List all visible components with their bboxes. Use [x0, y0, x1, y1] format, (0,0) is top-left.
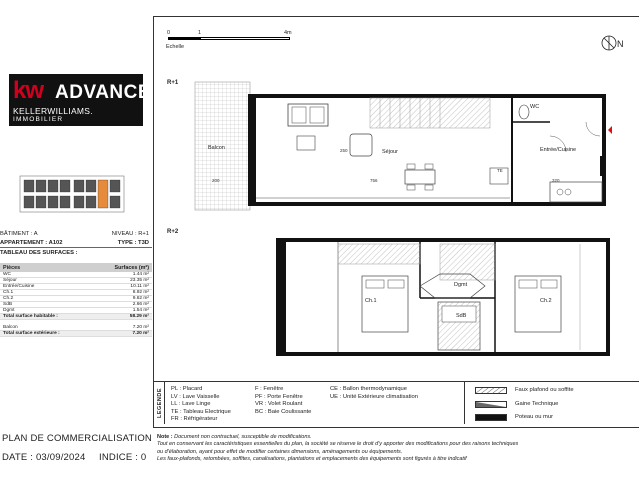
col-pieces: Pièces — [3, 264, 21, 271]
note-line-3: ou d'élaboration, ayant pour effet de modifier certaines dimensions, aménagements ou équipements. — [157, 448, 403, 455]
total-exterieure-row: Total surface extérieure : 7.20 m² — [0, 331, 152, 337]
dim-756: 756 — [370, 178, 378, 183]
svg-text:N: N — [617, 39, 624, 49]
note-line-2: Tout en conservant les caractéristiques essentielles du plan, la société se réserve le droit d'y apporter des modifications pour des raisons techniques — [157, 441, 519, 448]
logo-advance: ADVANCE — [55, 82, 152, 103]
apartment-info — [0, 229, 152, 257]
level-r2-label: R+2 — [167, 229, 179, 235]
legend — [153, 381, 639, 423]
balcon-row: Balcon 7.20 m² — [0, 325, 152, 331]
document-title: PLAN DE COMMERCIALISATION — [2, 433, 152, 444]
room-dgmt: Dgmt — [454, 282, 468, 288]
north-arrow-icon — [600, 32, 626, 54]
table-row: Ch.2 9.62 m² — [0, 296, 152, 302]
total-habitable-row: Total surface habitable : 58.29 m² — [0, 314, 152, 320]
gaine-technique-label: Gaine Technique — [515, 401, 559, 407]
table-row: SdB 2.66 m² — [0, 302, 152, 308]
poteau-label: Poteau ou mur — [515, 414, 554, 420]
scale-label: Echelle — [166, 44, 185, 50]
type: TYPE : T3D — [117, 239, 149, 246]
room-entree: Entrée/Cuisine — [540, 147, 577, 153]
batiment: BÂTIMENT : A — [0, 230, 38, 237]
appartement: APPARTEMENT : A102 — [0, 239, 63, 246]
disclaimer-note — [157, 434, 637, 464]
logo-kw: kw — [13, 77, 44, 104]
legend-col-2: F : Fenêtre PF : Porte Fenêtre VR : Volet Roulant BC : Baie Coulissante — [255, 386, 312, 415]
logo-kellerwilliams: KELLERWILLIAMS. — [13, 106, 93, 116]
dim-320: 320 — [552, 178, 560, 183]
logo-immobilier: IMMOBILIER — [13, 116, 64, 123]
poteau-symbol — [475, 414, 507, 421]
dim-250: 250 — [340, 148, 348, 153]
table-row: Entrée/Cuisine 10.11 m² — [0, 284, 152, 290]
faux-plafond-label: Faux plafond ou soffite — [515, 387, 574, 393]
room-ch1: Ch.1 — [365, 298, 377, 304]
document-date: DATE : 03/09/2024 — [2, 452, 86, 463]
gaine-technique-symbol — [475, 401, 507, 408]
niveau: NIVEAU : R+1 — [111, 230, 149, 237]
col-surfaces: Surfaces (m²) — [114, 264, 149, 271]
table-row: Ch.1 8.92 m² — [0, 290, 152, 296]
table-row: Séjour 23.35 m² — [0, 278, 152, 284]
surface-table — [0, 263, 152, 337]
tableau-title: TABLEAU DES SURFACES : — [0, 249, 78, 256]
room-balcon: Balcon — [208, 145, 225, 151]
scale-zero: 0 — [167, 30, 171, 36]
document-index: INDICE : 0 — [99, 452, 147, 463]
dim-200: 200 — [212, 178, 220, 183]
scale-four: 4m — [284, 30, 292, 36]
note-line-4: Les faux-plafonds, retombées, soffites, canalisations, plantations et emplacements des équipements sont figurés à titre indicatif — [157, 456, 467, 463]
level-r1-label: R+1 — [167, 80, 179, 86]
building-minimap — [18, 172, 126, 216]
legend-col-1: PL : Placard LV : Lave Vaisselle LL : Lave Linge TE : Tableau Electrique FR : Réfrigérateur — [171, 386, 231, 423]
scale-one: 1 — [198, 30, 202, 36]
faux-plafond-symbol — [475, 387, 507, 394]
room-sdb: SdB — [456, 313, 467, 319]
scale-bar — [166, 30, 296, 54]
brand-logo — [9, 74, 152, 126]
note-label: Note : — [157, 434, 173, 440]
room-wc: WC — [530, 104, 540, 110]
floorplan-r1 — [190, 76, 620, 212]
table-row: WC 1.44 m² — [0, 272, 152, 278]
floorplan-r2 — [270, 236, 615, 356]
note-line-1: Document non contractuel, susceptible de modifications. — [174, 434, 312, 440]
room-sejour: Séjour — [382, 149, 398, 155]
legend-tag: LEGENDE — [153, 382, 165, 424]
legend-col-3: CE : Ballon thermodynamique UE : Unité Extérieure climatisation — [330, 386, 418, 400]
table-row: Dgmt 1.54 m² — [0, 308, 152, 314]
surface-table-header — [0, 263, 152, 272]
dim-te: TE — [497, 168, 503, 173]
room-ch2: Ch.2 — [540, 298, 552, 304]
